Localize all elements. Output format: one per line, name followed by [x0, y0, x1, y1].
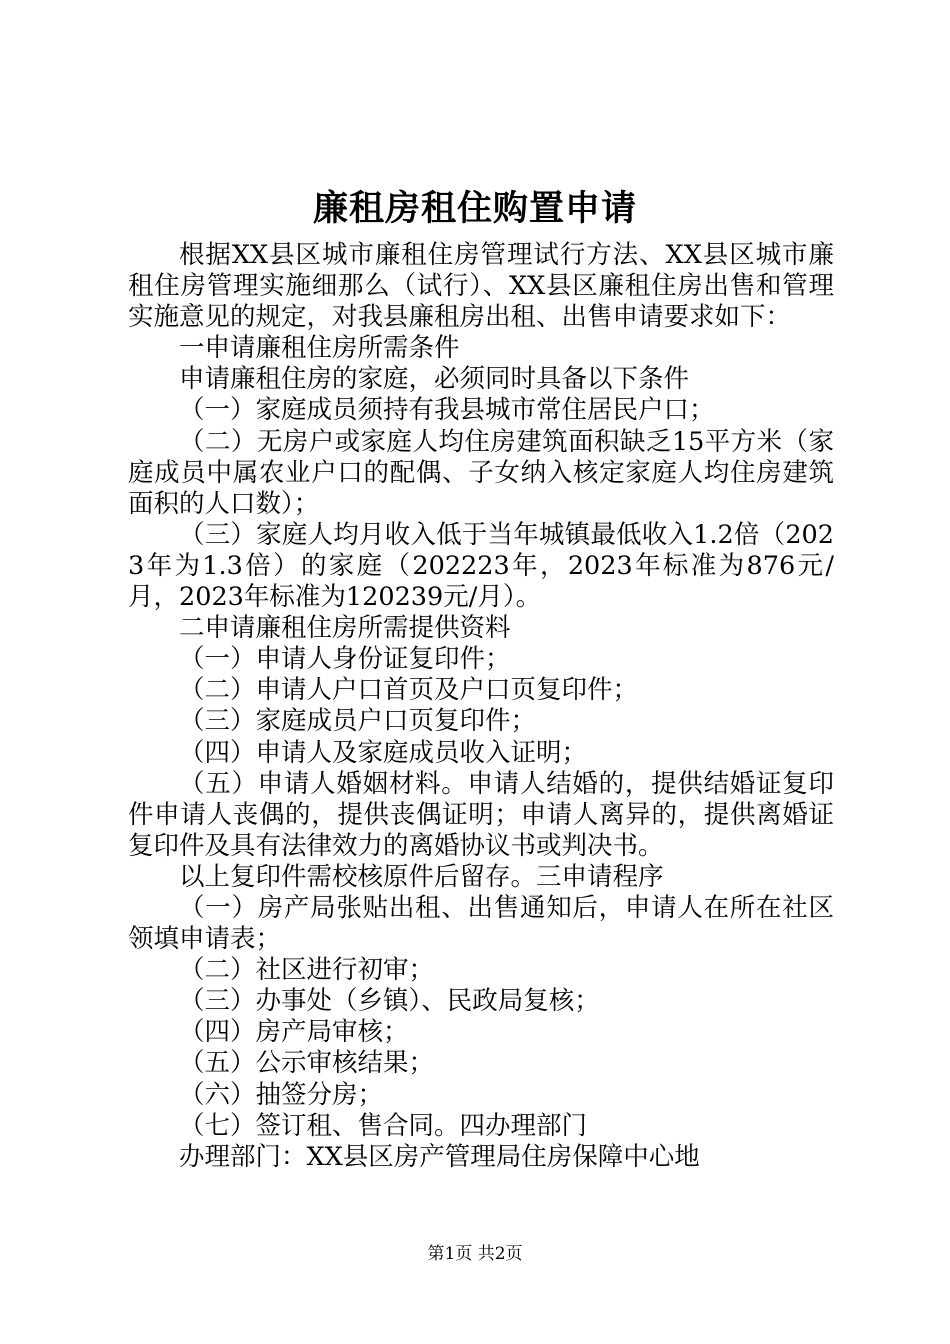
paragraph-intro: 根据XX县区城市廉租住房管理试行方法、XX县区城市廉租住房管理实施细那么（试行）、XX县区廉租住房出售和管理实施意见的规定，对我县廉租房出租、出售申请要求如下： [128, 240, 834, 333]
document-body [128, 240, 834, 1173]
paragraph: 申请廉租住房的家庭，必须同时具备以下条件 [179, 364, 690, 395]
list-item: （三）家庭成员户口页复印件； [179, 706, 537, 737]
list-item: （一）家庭成员须持有我县城市常住居民户口； [179, 395, 715, 426]
list-item: （一）申请人身份证复印件； [179, 644, 511, 675]
list-item: （七）签订租、售合同。四办理部门 [179, 1110, 588, 1141]
document-title: 廉租房租住购置申请 [312, 188, 637, 229]
list-item: （二）社区进行初审； [179, 955, 435, 986]
list-item: （二）无房户或家庭人均住房建筑面积缺乏15平方米（家庭成员中属农业户口的配偶、子女纳入核定家庭人均住房建筑面积的人口数）； [128, 426, 834, 519]
paragraph: 以上复印件需校核原件后留存。三申请程序 [179, 861, 664, 892]
paragraph: 办理部门：XX县区房产管理局住房保障中心地 [179, 1141, 700, 1172]
list-item: （四）房产局审核； [179, 1017, 409, 1048]
section-heading-materials: 二申请廉租住房所需提供资料 [179, 613, 511, 644]
list-item: （一）房产局张贴出租、出售通知后，申请人在所在社区领填申请表； [128, 892, 834, 955]
list-item: （五）申请人婚姻材料。申请人结婚的，提供结婚证复印件申请人丧偶的，提供丧偶证明；申请人离异的，提供离婚证复印件及具有法律效力的离婚协议书或判决书。 [128, 768, 834, 861]
section-heading-conditions: 一申请廉租住房所需条件 [179, 333, 460, 364]
list-item: （四）申请人及家庭成员收入证明； [179, 737, 588, 768]
list-item: （五）公示审核结果； [179, 1048, 435, 1079]
page-number-footer: 第1页 共2页 [427, 1244, 523, 1264]
list-item: （六）抽签分房； [179, 1079, 384, 1110]
list-item: （三）家庭人均月收入低于当年城镇最低收入1.2倍（2023年为1.3倍）的家庭（202223年，2023年标准为876元/月，2023年标准为120239元/月）。 [128, 519, 834, 613]
list-item: （二）申请人户口首页及户口页复印件； [179, 675, 639, 706]
list-item: （三）办事处（乡镇）、民政局复核； [179, 986, 600, 1017]
